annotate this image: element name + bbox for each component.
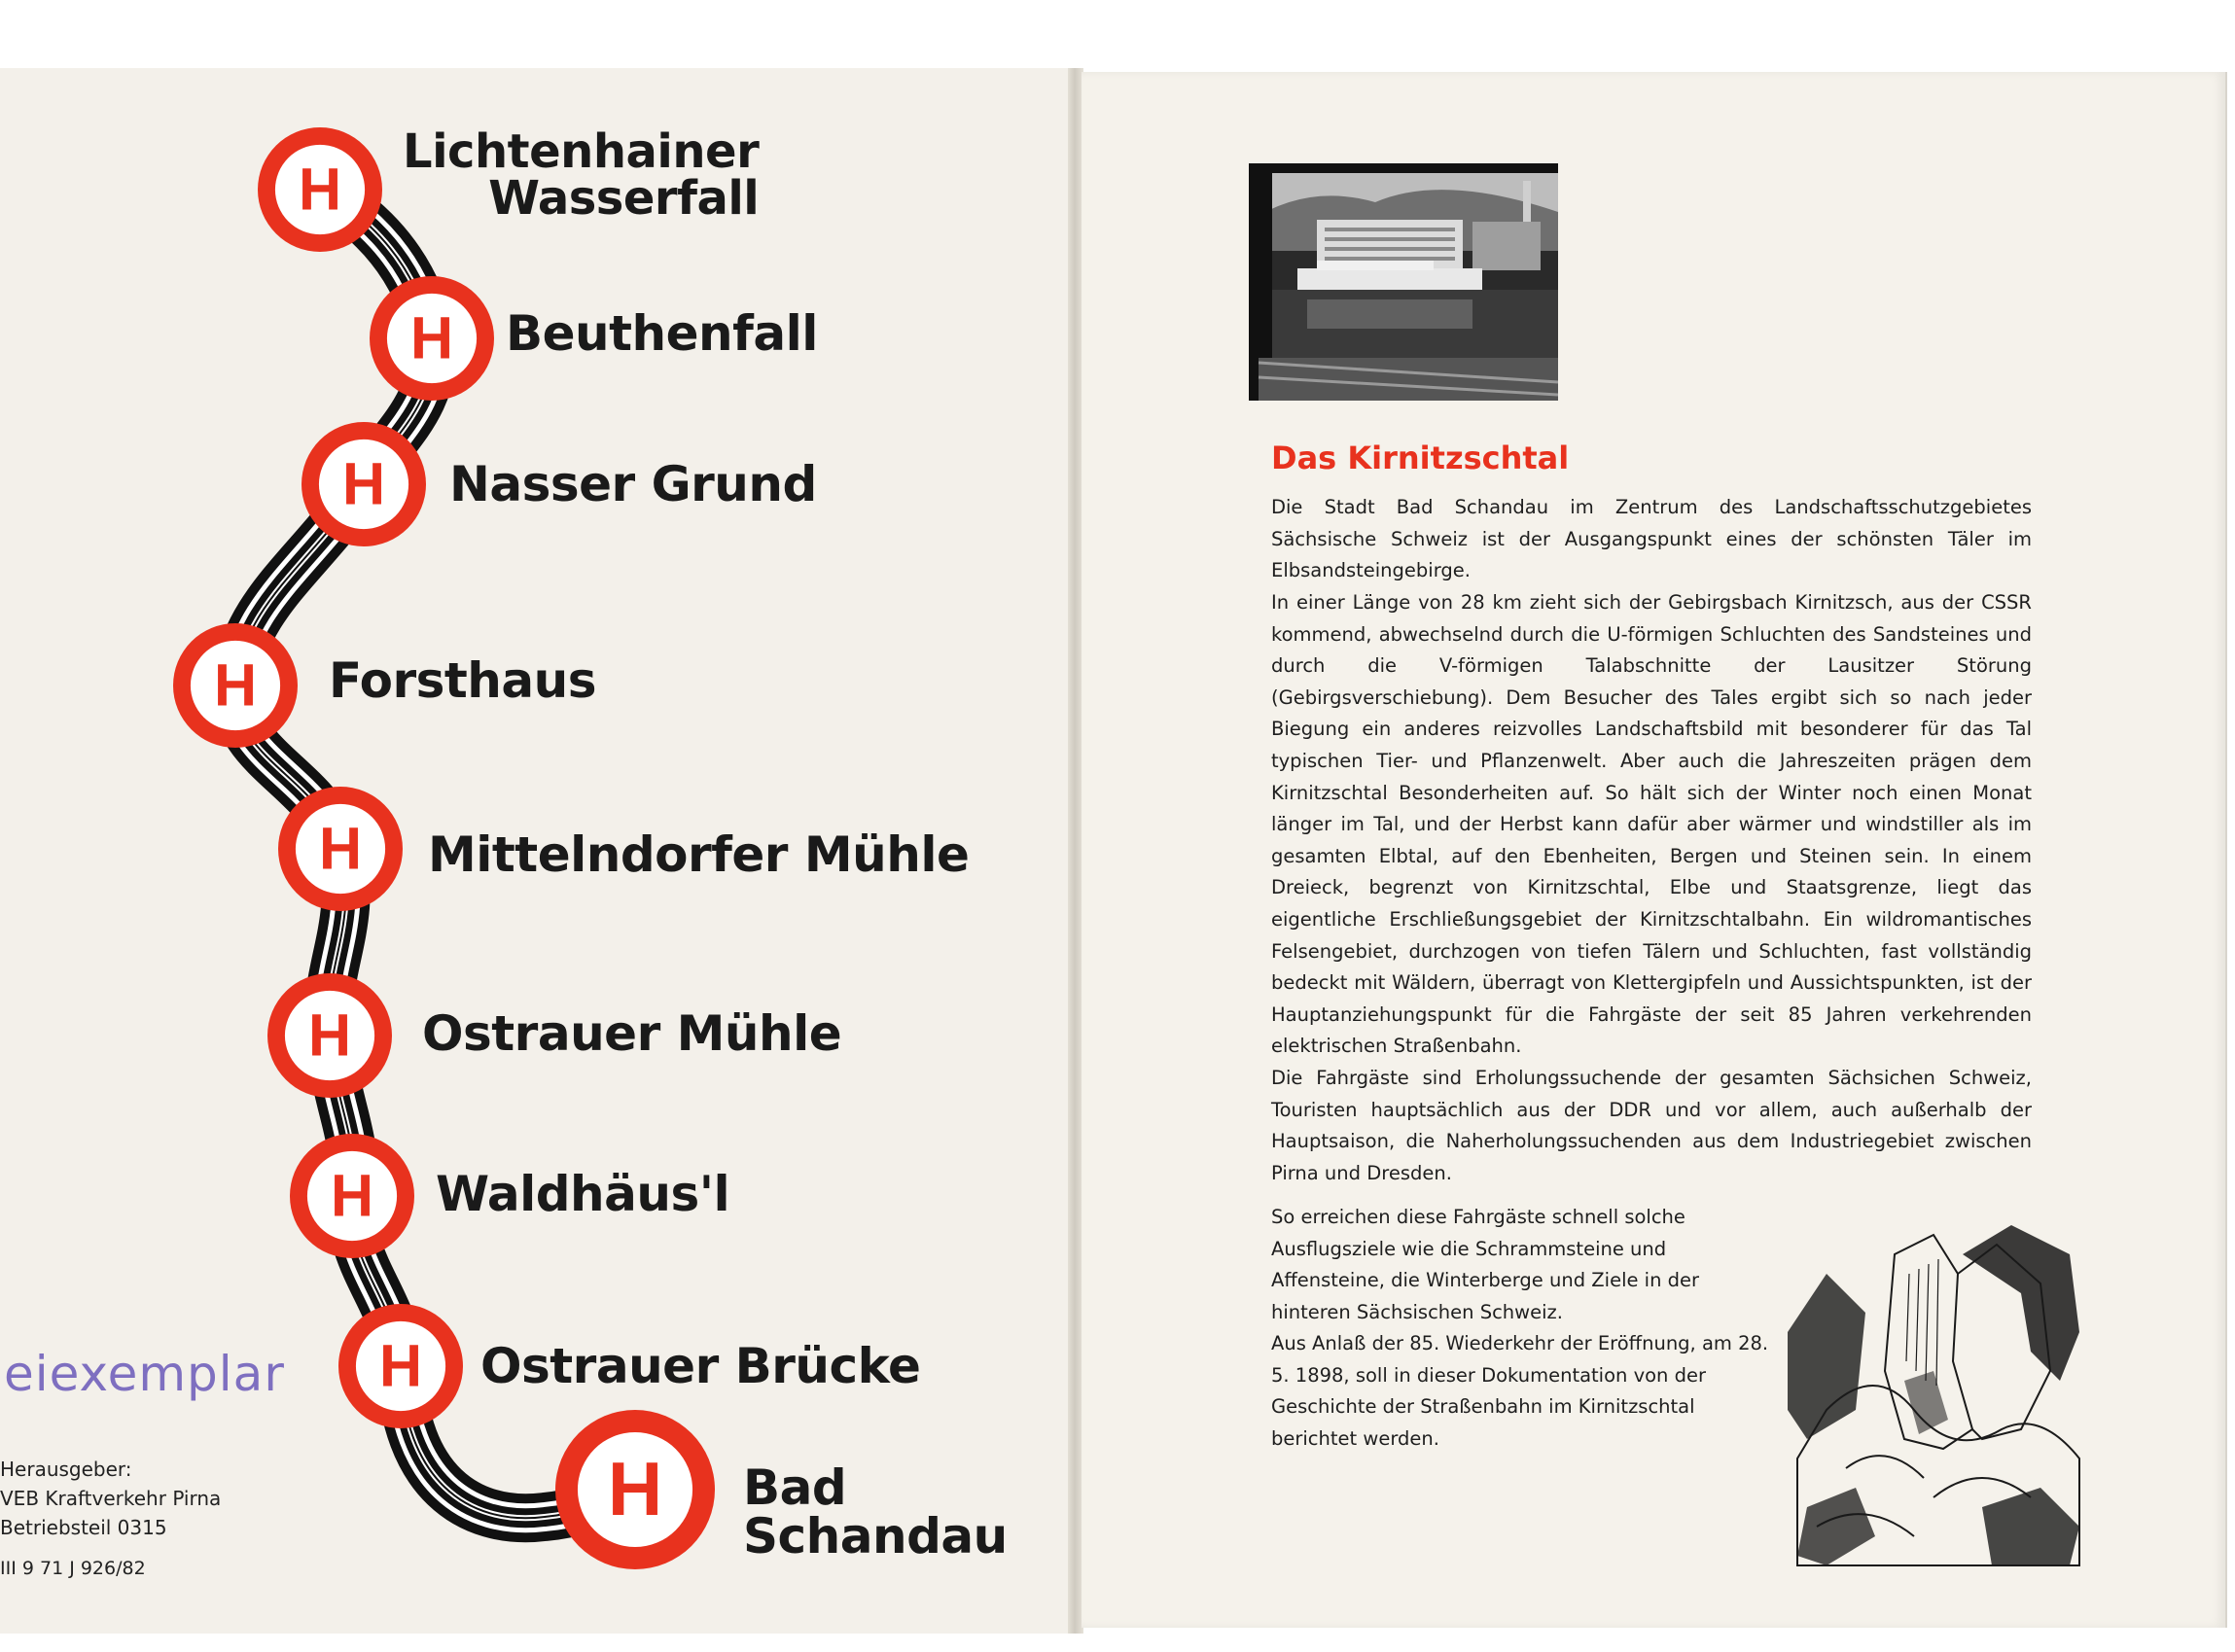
stop-label-mittelndorfer-muehle: Mittelndorfer Mühle — [428, 826, 970, 883]
stamp-text: eiexemplar — [4, 1346, 285, 1402]
stop-symbol: H — [607, 1446, 663, 1532]
stop-label-nasser-grund: Nasser Grund — [449, 456, 817, 512]
stop-label-line: Lichtenhainer — [403, 124, 760, 179]
stop-marker — [302, 422, 426, 546]
stop-label-waldhaeusl: Waldhäus'l — [436, 1166, 730, 1222]
imprint-publisher: VEB Kraftverkehr Pirna — [0, 1487, 222, 1510]
stop-symbol: H — [213, 651, 258, 719]
imprint-publisher-label: Herausgeber: — [0, 1458, 132, 1481]
imprint-department: Betriebsteil 0315 — [0, 1516, 167, 1539]
stop-marker — [278, 787, 403, 911]
stop-label-lichtenhainer-wasserfall — [403, 124, 760, 226]
stop-symbol: H — [341, 450, 386, 517]
stop-symbol: H — [318, 815, 363, 882]
paragraph-anniversary: Aus Anlaß der 85. Wiederkehr der Eröffnung, am 28. 5. 1898, soll in dieser Dokumentation von der Geschichte der Straßenbahn im Kirnitzschtal berichtet werden. — [1271, 1332, 1769, 1450]
paragraph-passengers: Die Fahrgäste sind Erholungssuchende der gesamten Sächsichen Schweiz, Touristen hauptsächlich aus der DDR und vor allem, auch außerhalb der Hauptsaison, die Naherholungssuchenden aus dem Industriegebiet zwischen Pirna und Dresden. — [1271, 1067, 2032, 1184]
imprint-license-number: III 9 71 J 926/82 — [0, 1558, 146, 1579]
photo-image — [1249, 163, 1558, 401]
stop-marker — [267, 973, 392, 1098]
stop-label-line: Schandau — [743, 1508, 1008, 1564]
stop-marker — [338, 1304, 463, 1428]
paragraph-destinations: So erreichen diese Fahrgäste schnell solche Ausflugsziele wie die Schrammsteine und Affensteine, die Winterberge und Ziele in der hinteren Sächsischen Schweiz. — [1271, 1206, 1700, 1323]
stop-symbol: H — [409, 304, 454, 371]
stop-marker — [173, 623, 298, 748]
paragraph-intro: Die Stadt Bad Schandau im Zentrum des Landschaftsschutzgebietes Sächsische Schweiz ist der Ausgangspunkt eines der schönsten Täler im Elbsandsteingebirge. — [1271, 496, 2032, 582]
paragraph-valley-description: In einer Länge von 28 km zieht sich der Gebirgsbach Kirnitzsch, aus der CSSR kommend, abwechselnd durch die U-förmigen Schluchten des Sandsteines und durch die V-förmigen Talabschnitte der Lausitzer Störung (Gebirgsverschiebung). Dem Besucher des Tales ergibt sich so nach jeder Biegung ein anderes reizvolles Landschaftsbild mit besonderer für das Tal typischen Tier- und Pflanzenwelt. Aber auch die Jahreszeiten prägen dem Kirnitzschtal Besonderheiten auf. So hält sich der Winter noch einen Monat länger im Tal, und der Herbst kann dafür aber wärmer und windstiller als im gesamten Elbtal, auf den Ebenheiten, Bergen und Steinen sein. In einem Dreieck, begrenzt von Kirnitzschtal, Elbe und Staatsgrenze, liegt das eigentliche Erschließungsgebiet der Kirnitzschtalbahn. Ein wildromantisches Felsengebiet, durchzogen von tiefen Tälern und Schluchten, fast vollständig bedeckt mit Wäldern, überragt von Klettergipfeln und Aussichtspunkten, ist der Hauptanziehungspunkt für die Fahrgäste der seit 85 Jahren verkehrenden elektrischen Straßenbahn. — [1271, 591, 2032, 1058]
waterfall-illustration — [1788, 1215, 2089, 1575]
stop-marker — [290, 1134, 414, 1258]
stop-label-line: Bad — [743, 1459, 847, 1516]
stop-label-bad-schandau — [743, 1459, 1008, 1564]
stop-label-ostrauer-bruecke: Ostrauer Brücke — [480, 1338, 921, 1394]
photo-bad-schandau-harbour — [1249, 163, 1558, 401]
stop-symbol: H — [330, 1162, 374, 1229]
stop-symbol: H — [307, 1002, 352, 1069]
stop-label-line: Wasserfall — [488, 171, 760, 226]
article-heading: Das Kirnitzschtal — [1271, 439, 1570, 476]
stop-label-ostrauer-muehle: Ostrauer Mühle — [422, 1005, 842, 1062]
stop-label-forsthaus: Forsthaus — [329, 652, 596, 709]
stop-marker — [370, 276, 494, 401]
stop-symbol: H — [378, 1332, 423, 1399]
stop-symbol: H — [298, 156, 342, 223]
stop-marker — [555, 1410, 715, 1569]
stop-label-beuthenfall: Beuthenfall — [506, 305, 818, 362]
stop-marker — [258, 127, 382, 252]
